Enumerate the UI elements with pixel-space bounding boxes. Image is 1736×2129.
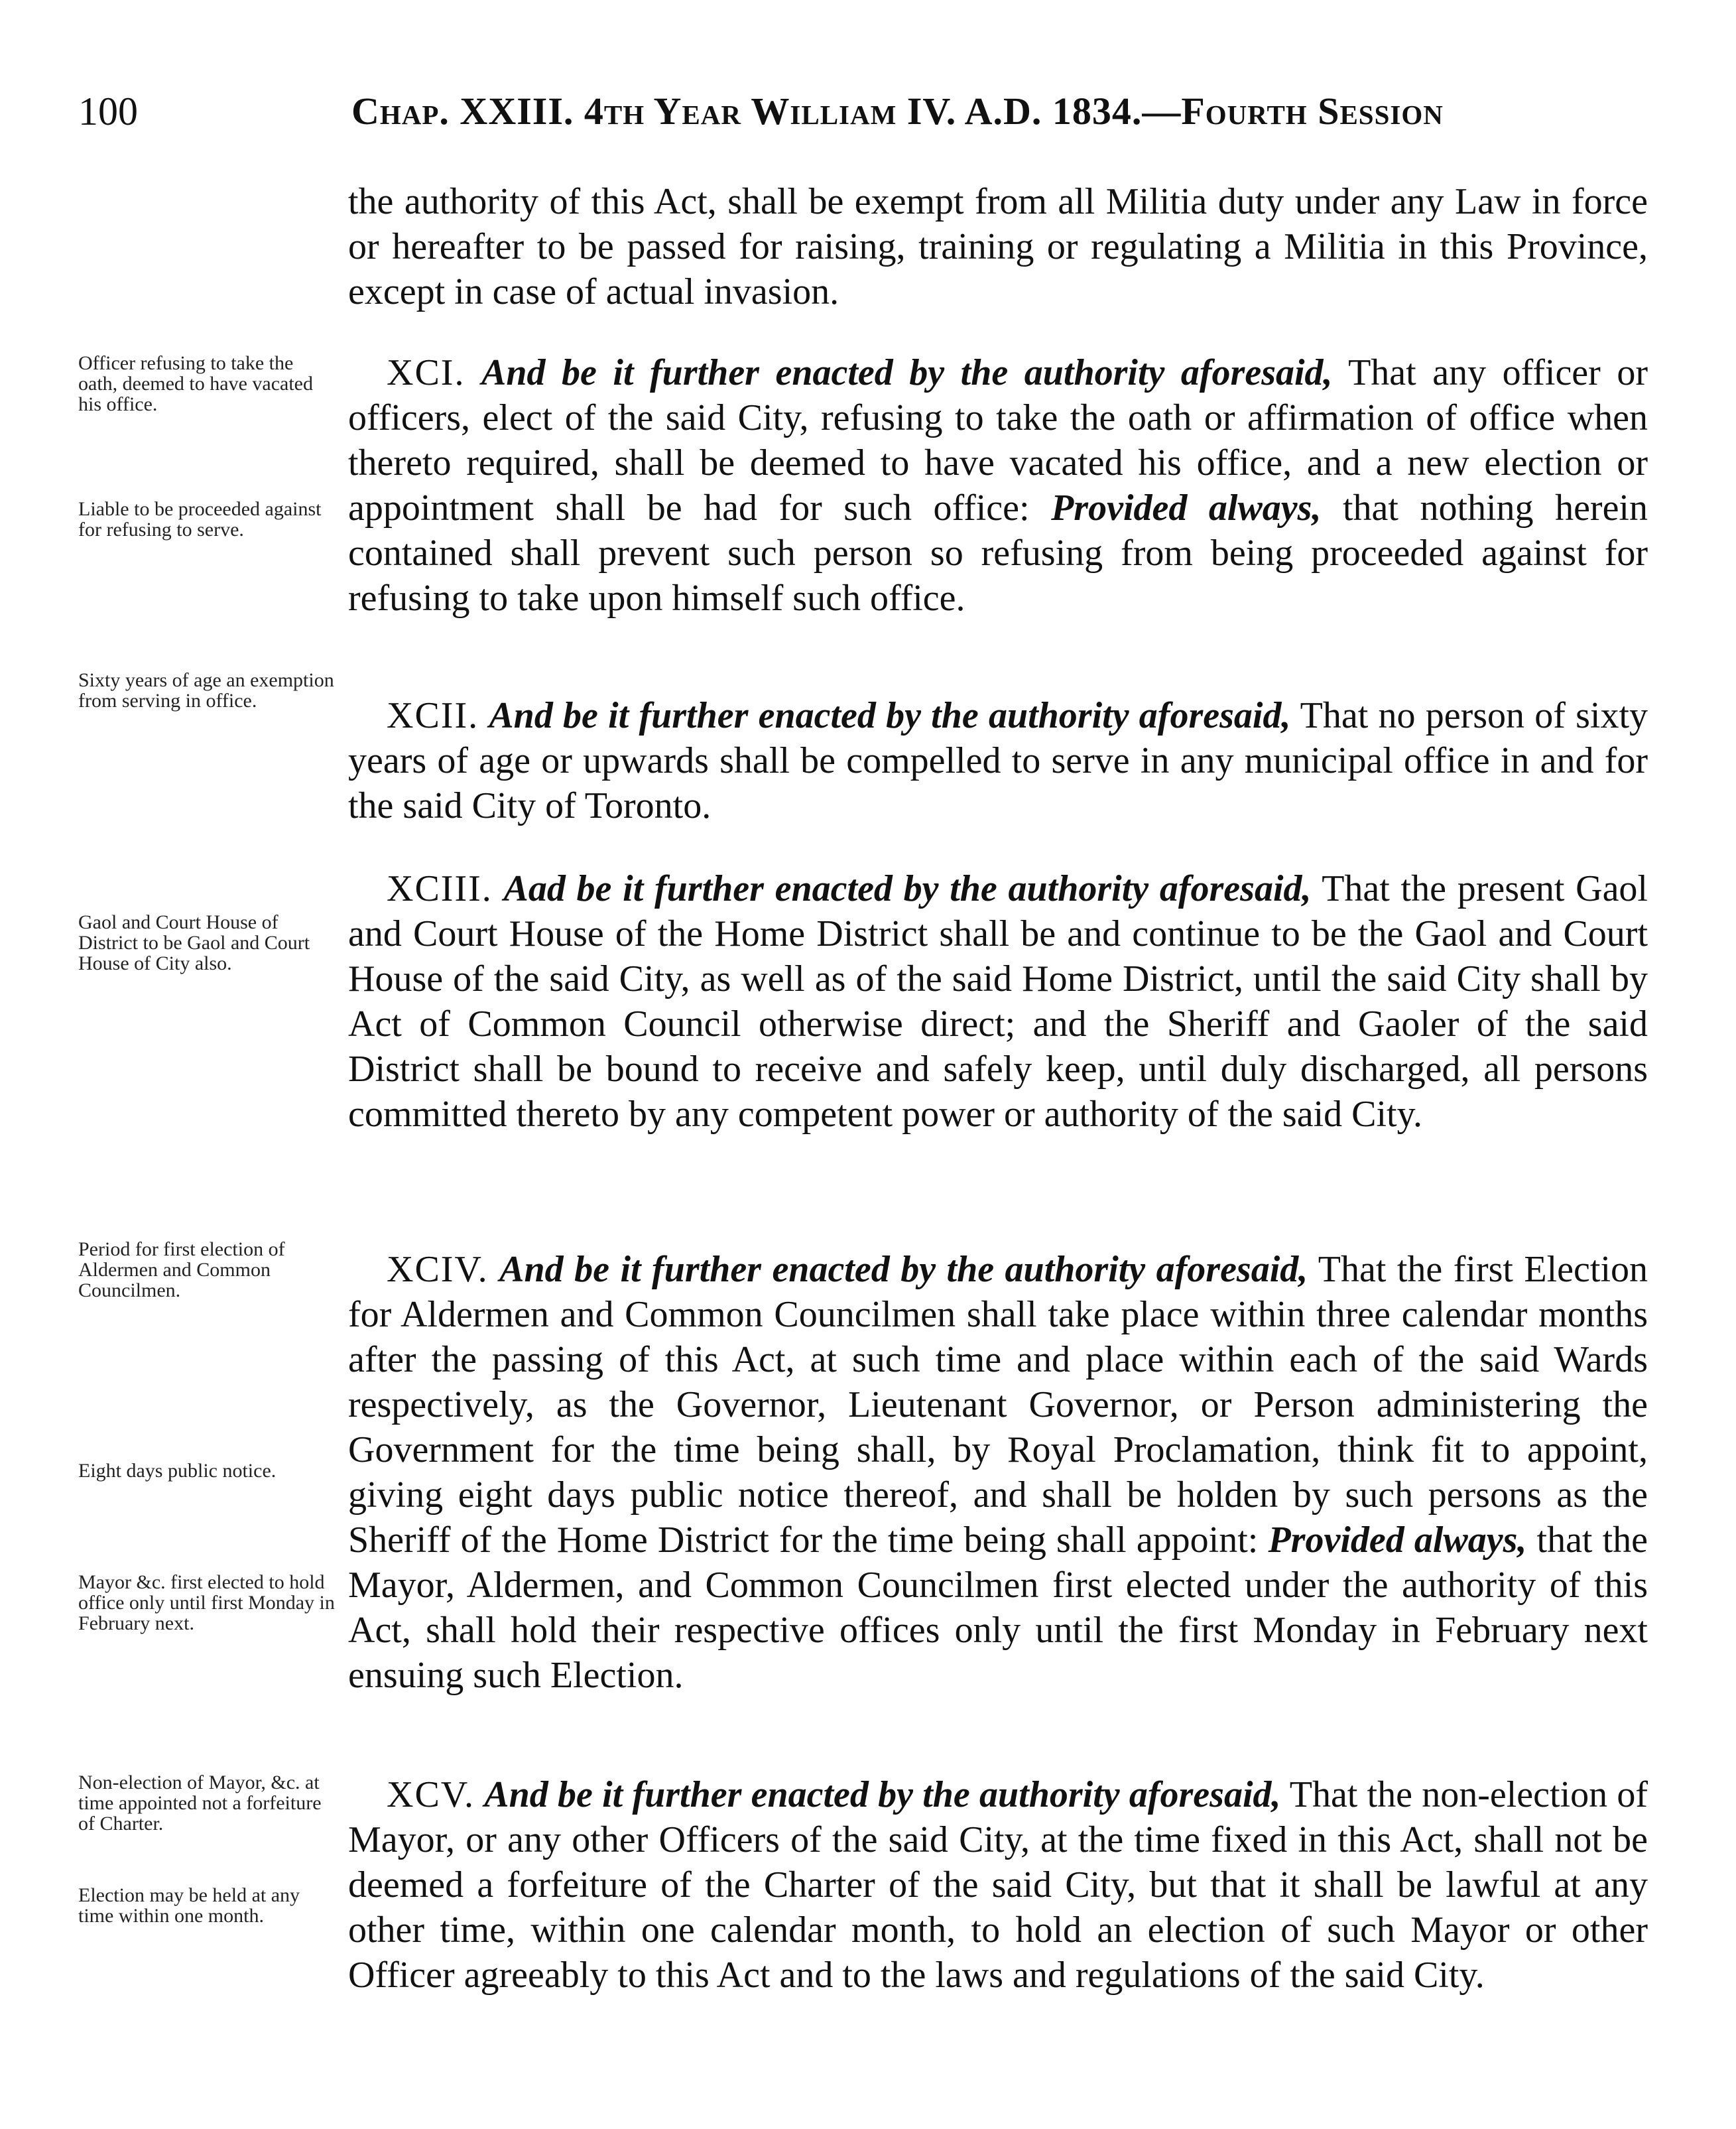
intro-text: the authority of this Act, shall be exempt from all Militia duty under any Law in force or hereafter to be passed for raising, training or regulating a Militia in this Province, except in case of actual invasion. xyxy=(348,181,1648,312)
section-text: That any officer or officers, elect of the said City, refusing to take the oath or affirmation of office when thereto required, shall be deemed to have vacated his office, and a new election or appointment shall be had for such office: xyxy=(348,352,1648,529)
enacting-clause: Aad be it further enacted by the authority aforesaid, xyxy=(503,868,1312,909)
section-text-cont: that the Mayor, Aldermen, and Common Councilmen first elected under the authority of this Act, shall hold their respective offices only until the first Monday in February next ensuing such Election. xyxy=(348,1519,1648,1696)
margin-note: Eight days public notice. xyxy=(78,1460,277,1482)
section-text: That no person of sixty years of age or upwards shall be compelled to serve in any municipal office in and for the said City of Toronto. xyxy=(348,695,1648,826)
enacting-clause: And be it further enacted by the authority aforesaid, xyxy=(489,695,1291,736)
section-93 xyxy=(348,866,1648,1137)
page-number: 100 xyxy=(78,90,138,133)
section-number: XCIII. xyxy=(387,868,493,909)
running-title: Chap. XXIII. 4th Year William IV. A.D. 1834.—Fourth Session xyxy=(351,90,1444,133)
section-92 xyxy=(348,693,1648,828)
margin-note: Period for first election of Aldermen and Common Councilmen. xyxy=(78,1238,285,1301)
enacting-clause: And be it further enacted by the authority aforesaid, xyxy=(484,1774,1281,1815)
margin-note: Election may be held at any time within one month. xyxy=(78,1884,300,1927)
enacting-clause: And be it further enacted by the authority aforesaid, xyxy=(481,352,1333,393)
section-text: That the first Election for Aldermen and Common Councilmen shall take place within three calendar months after the passing of this Act, at such time and place within each of the said Wards respectively, as the Governor, Lieutenant Governor, or Person administering the Government for the time being shall, by Royal Proclamation, think fit to appoint, giving eight days public notice thereof, and shall be holden by such persons as the Sheriff of the Home District for the time being shall appoint: xyxy=(348,1249,1648,1561)
section-number: XCV. xyxy=(387,1774,475,1815)
margin-note: Liable to be proceeded against for refusing to serve. xyxy=(78,498,322,541)
margin-note: Officer refusing to take the oath, deemed to have vacated his office. xyxy=(78,352,313,415)
section-94 xyxy=(348,1247,1648,1698)
section-number: XCII. xyxy=(387,695,479,736)
section-number: XCIV. xyxy=(387,1249,489,1290)
margin-note: Mayor &c. first elected to hold office only until first Monday in February next. xyxy=(78,1571,335,1634)
intro-paragraph xyxy=(348,179,1648,314)
section-text: That the non-election of Mayor, or any other Officers of the said City, at the time fixed in this Act, shall not be deemed a forfeiture of the Charter of the said City, but that it shall be lawful at any other time, within one calendar month, to hold an election of such Mayor or other Officer agreeably to this Act and to the laws and regulations of the said City. xyxy=(348,1774,1648,1996)
section-number: XCI. xyxy=(387,352,465,393)
margin-note: Non-election of Mayor, &c. at time appointed not a forfeiture of Charter. xyxy=(78,1772,322,1835)
enacting-clause: And be it further enacted by the authority aforesaid, xyxy=(499,1249,1308,1290)
section-text-cont: that nothing herein contained shall prevent such person so refusing from being proceeded against for refusing to take upon himself such office. xyxy=(348,487,1648,619)
section-95 xyxy=(348,1772,1648,1998)
proviso-clause: Provided always, xyxy=(1268,1519,1527,1561)
proviso-clause: Provided always, xyxy=(1051,487,1322,529)
section-91 xyxy=(348,350,1648,621)
margin-note: Gaol and Court House of District to be Gaol and Court House of City also. xyxy=(78,911,310,974)
margin-note: Sixty years of age an exemption from serving in office. xyxy=(78,669,334,712)
section-text: That the present Gaol and Court House of the Home District shall be and continue to be the Gaol and Court House of the said City, as well as of the said Home District, until the said City shall by Act of Common Council otherwise direct; and the Sheriff and Gaoler of the said District shall be bound to receive and safely keep, until duly discharged, all persons committed thereto by any competent power or authority of the said City. xyxy=(348,868,1648,1135)
